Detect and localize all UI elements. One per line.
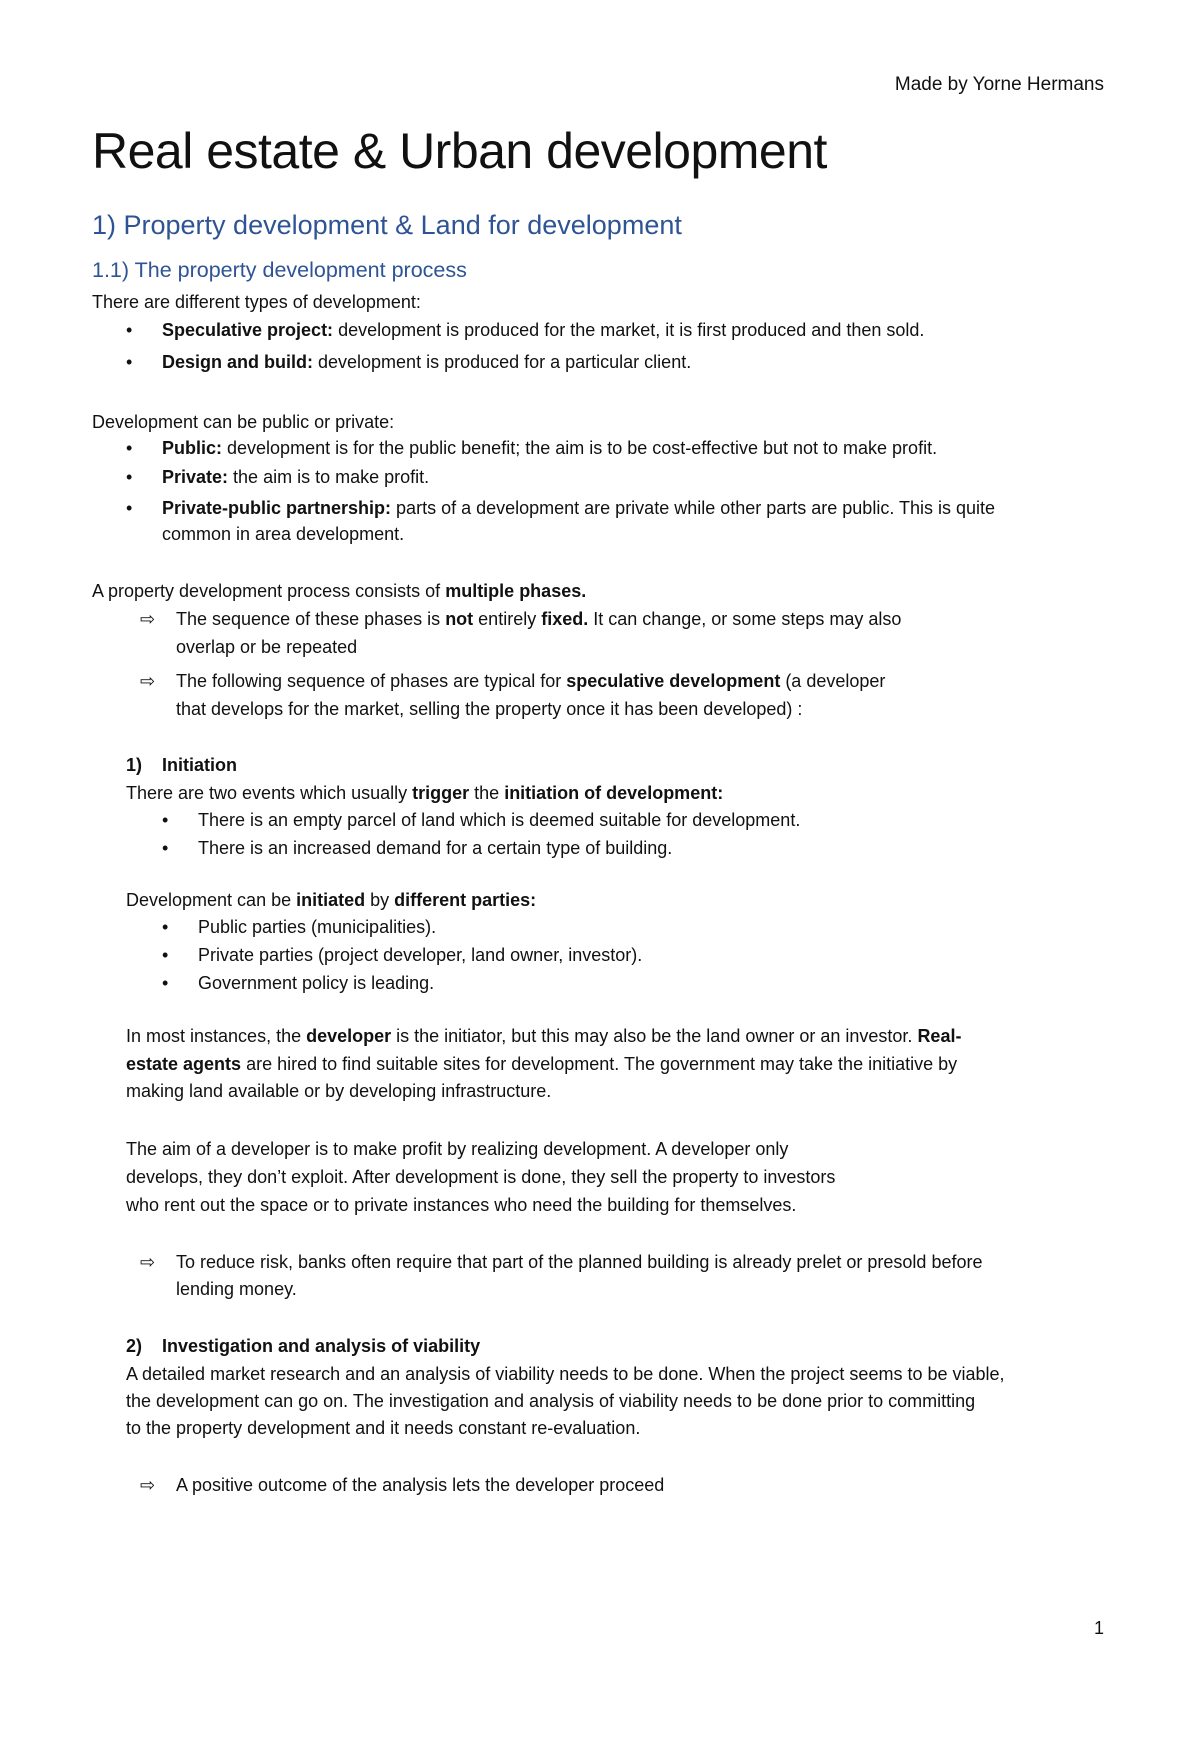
- arrow-item: ⇨ A positive outcome of the analysis lets the developer proceed: [176, 1471, 664, 1499]
- phase-heading-investigation: 2) Investigation and analysis of viability: [126, 1336, 481, 1356]
- paragraph-line: The aim of a developer is to make profit by realizing development. A developer only: [126, 1139, 789, 1159]
- arrow-item-continued: lending money.: [176, 1279, 297, 1299]
- list-item-continued: common in area development.: [162, 524, 405, 544]
- arrow-item: ⇨ To reduce risk, banks often require that part of the planned building is already prelet or presold before: [176, 1248, 982, 1276]
- page-number: 1: [1093, 1618, 1104, 1638]
- phase-heading-initiation: 1) Initiation: [126, 755, 237, 775]
- section-heading-1-1: 1.1) The property development process: [92, 258, 467, 282]
- pubpriv-intro: Development can be public or private:: [92, 412, 395, 432]
- arrow-right-outline-icon: ⇨: [140, 1475, 156, 1495]
- types-intro: There are different types of development:: [92, 292, 421, 312]
- document-title: Real estate & Urban development: [92, 123, 827, 179]
- list-item: • Private-public partnership: parts of a development are private while other parts are public. This is quite: [162, 494, 995, 522]
- arrow-item-continued: that develops for the market, selling the property once it has been developed) :: [176, 699, 803, 719]
- arrow-item-continued: overlap or be repeated: [176, 637, 358, 657]
- phases-intro: A property development process consists of multiple phases.: [92, 581, 587, 601]
- paragraph-line: In most instances, the developer is the initiator, but this may also be the land owner or an investor. Real-: [126, 1026, 962, 1046]
- list-item: • Private: the aim is to make profit.: [162, 463, 429, 491]
- paragraph-line: the development can go on. The investigation and analysis of viability needs to be done prior to committing: [126, 1391, 976, 1411]
- paragraph-line: A detailed market research and an analysis of viability needs to be done. When the project seems to be viable,: [126, 1364, 1005, 1384]
- paragraph-line: making land available or by developing infrastructure.: [126, 1081, 552, 1101]
- list-item: • Public parties (municipalities).: [198, 913, 436, 941]
- paragraph-line: develops, they don’t exploit. After development is done, they sell the property to investors: [126, 1167, 836, 1187]
- trigger-intro: There are two events which usually trigger the initiation of development:: [126, 783, 724, 803]
- list-item: • Design and build: development is produced for a particular client.: [162, 348, 691, 376]
- section-heading-1: 1) Property development & Land for development: [92, 210, 682, 240]
- paragraph-line: to the property development and it needs constant re-evaluation.: [126, 1418, 641, 1438]
- arrow-item: ⇨ The sequence of these phases is not entirely fixed. It can change, or some steps may also: [176, 605, 901, 633]
- list-item: • Public: development is for the public benefit; the aim is to be cost-effective but not to make profit.: [162, 434, 937, 462]
- list-item: • There is an empty parcel of land which is deemed suitable for development.: [198, 806, 800, 834]
- arrow-right-outline-icon: ⇨: [140, 671, 156, 691]
- arrow-item: ⇨ The following sequence of phases are typical for speculative development (a developer: [176, 667, 885, 695]
- list-item: • Government policy is leading.: [198, 969, 434, 997]
- arrow-right-outline-icon: ⇨: [140, 1252, 156, 1272]
- parties-intro: Development can be initiated by different parties:: [126, 890, 537, 910]
- list-item: • Private parties (project developer, land owner, investor).: [198, 941, 642, 969]
- paragraph-line: estate agents are hired to find suitable sites for development. The government may take the initiative by: [126, 1054, 958, 1074]
- list-item: • There is an increased demand for a certain type of building.: [198, 834, 672, 862]
- list-item: • Speculative project: development is produced for the market, it is first produced and then sold.: [162, 316, 924, 344]
- paragraph-line: who rent out the space or to private instances who need the building for themselves.: [126, 1195, 797, 1215]
- author-note: Made by Yorne Hermans: [894, 74, 1104, 95]
- arrow-right-outline-icon: ⇨: [140, 609, 156, 629]
